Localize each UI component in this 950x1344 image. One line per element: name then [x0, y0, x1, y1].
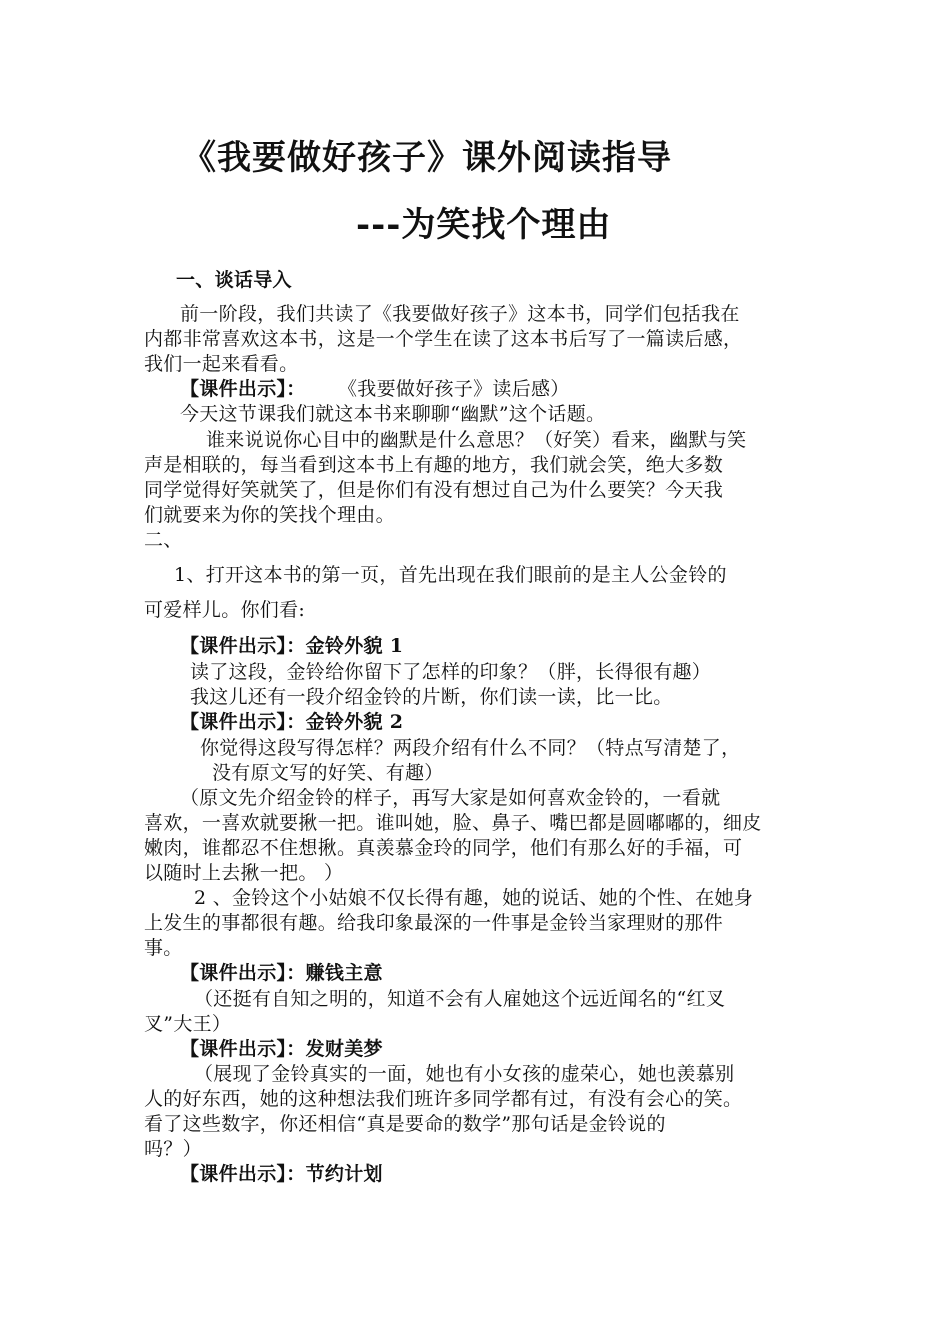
- paragraph-line: 没有原文写的好笑、有趣）: [212, 762, 444, 784]
- courseware-label: 【课件出示】：节约计划: [180, 1163, 383, 1185]
- paragraph-line: 今天这节课我们就这本书来聊聊“幽默”这个话题。: [180, 403, 606, 425]
- section-heading-1: 一、谈话导入: [176, 269, 292, 291]
- paragraph-line: 同学觉得好笑就笑了，但是你们有没有想过自己为什么要笑？今天我: [144, 479, 724, 501]
- paragraph-line: 读了这段，金铃给你留下了怎样的印象？（胖，长得很有趣）: [190, 661, 712, 683]
- courseware-label: 【课件出示】：金铃外貌 1: [180, 635, 404, 657]
- paragraph-line: 我这儿还有一段介绍金铃的片断，你们读一读，比一比。: [190, 686, 673, 708]
- courseware-label: 【课件出示】：赚钱主意: [180, 962, 383, 984]
- paragraph-line: 我们一起来看看。: [144, 353, 299, 375]
- paragraph-line: 前一阶段，我们共读了《我要做好孩子》这本书，同学们包括我在: [180, 303, 740, 325]
- paragraph-line: 们就要来为你的笑找个理由。: [144, 504, 395, 526]
- paragraph-line: 人的好东西，她的这种想法我们班许多同学都有过，有没有会心的笑。: [144, 1088, 743, 1110]
- courseware-label: 【课件出示】：: [180, 378, 306, 400]
- paragraph-line: 嫩肉，谁都忍不住想揪。真羡慕金玲的同学，他们有那么好的手福，可: [144, 837, 743, 859]
- courseware-label: 【课件出示】：金铃外貌 2: [180, 711, 404, 733]
- paragraph-line: 上发生的事都很有趣。给我印象最深的一件事是金铃当家理财的那件: [144, 912, 724, 934]
- paragraph-line: 看了这些数字，你还相信“真是要命的数学”那句话是金铃说的: [144, 1113, 666, 1135]
- paragraph-line: （原文先介绍金铃的样子，再写大家是如何喜欢金铃的，一看就: [180, 787, 721, 809]
- paragraph-line: 你觉得这段写得怎样？两段介绍有什么不同？（特点写清楚了，: [200, 737, 741, 759]
- paragraph-line: 事。: [144, 937, 183, 959]
- paragraph-line: 喜欢，一喜欢就要揪一把。谁叫她，脸、鼻子、嘴巴都是圆嘟嘟的，细皮: [144, 812, 762, 834]
- paragraph-line: 谁来说说你心目中的幽默是什么意思？（好笑）看来，幽默与笑: [206, 429, 747, 451]
- paragraph-line: （还挺有自知之明的，知道不会有人雇她这个远近闻名的“红叉: [194, 988, 726, 1010]
- paragraph-line: 2 、金铃这个小姑娘不仅长得有趣，她的说话、她的个性、在她身: [194, 887, 754, 909]
- paragraph-line: （展现了金铃真实的一面，她也有小女孩的虚荣心，她也羡慕别: [194, 1063, 735, 1085]
- courseware-text: 《我要做好孩子》读后感）: [338, 378, 570, 400]
- document-title: 《我要做好孩子》课外阅读指导: [182, 138, 672, 178]
- paragraph-line: 内都非常喜欢这本书，这是一个学生在读了这本书后写了一篇读后感，: [144, 328, 743, 350]
- paragraph-line: 可爱样儿。你们看:: [144, 599, 306, 621]
- paragraph-line: 吗？）: [144, 1138, 202, 1160]
- document-subtitle: ---为笑找个理由: [356, 205, 612, 245]
- courseware-label: 【课件出示】：发财美梦: [180, 1038, 383, 1060]
- paragraph-line: 以随时上去揪一把。 ）: [144, 862, 344, 884]
- paragraph-line: 叉”大王）: [144, 1013, 232, 1035]
- paragraph-line: 1、打开这本书的第一页，首先出现在我们眼前的是主人公金铃的: [174, 564, 727, 586]
- section-heading-2: 二、: [144, 529, 183, 551]
- paragraph-line: 声是相联的，每当看到这本书上有趣的地方，我们就会笑，绝大多数: [144, 454, 724, 476]
